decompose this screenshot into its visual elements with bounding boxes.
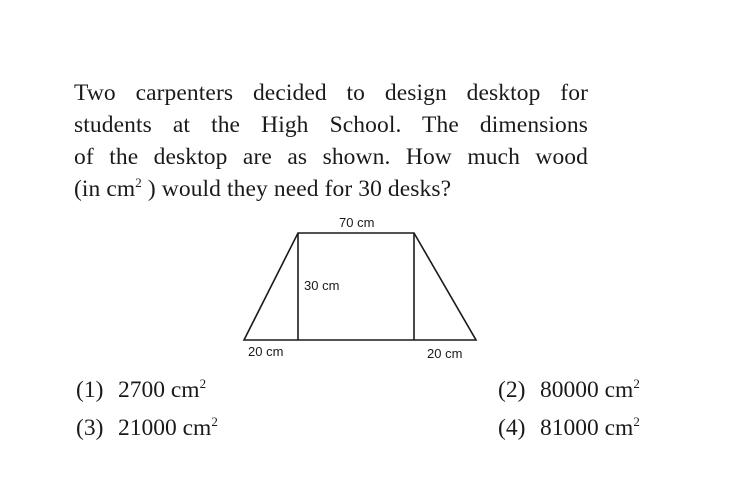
question-line-4 xyxy=(74,173,588,205)
bottom-right-dimension-label: 20 cm xyxy=(427,346,463,361)
option-3-number: (3) xyxy=(76,415,104,441)
option-3[interactable] xyxy=(76,414,218,442)
question-line-1: Two carpenters decided to design desktop for xyxy=(74,80,588,106)
option-2-number: (2) xyxy=(498,377,526,403)
bottom-left-dimension-label: 20 cm xyxy=(248,344,284,359)
option-1[interactable] xyxy=(76,376,206,404)
option-1-exponent: 2 xyxy=(199,376,207,391)
option-1-number: (1) xyxy=(76,377,104,403)
option-2-exponent: 2 xyxy=(633,376,640,391)
question-line-4-start: (in cm xyxy=(74,176,136,202)
option-2-value: 80000 cm xyxy=(540,377,634,403)
question-unit-exponent: 2 xyxy=(135,175,142,190)
question-line-2: students at the High School. The dimensions xyxy=(74,112,588,138)
trapezoid-outline xyxy=(244,233,476,340)
option-4-exponent: 2 xyxy=(633,414,640,429)
trapezoid-diagram xyxy=(230,205,490,370)
option-3-exponent: 2 xyxy=(211,414,218,429)
question-text xyxy=(74,77,588,205)
option-2[interactable] xyxy=(498,376,640,404)
option-4-value: 81000 cm xyxy=(540,415,634,441)
height-dimension-label: 30 cm xyxy=(304,278,340,293)
trapezoid-figure xyxy=(230,205,490,370)
question-line-4-end: ) would they need for 30 desks? xyxy=(141,176,452,202)
question-line-3: of the desktop are as shown. How much wood xyxy=(74,144,588,170)
option-4-number: (4) xyxy=(498,415,526,441)
option-1-value: 2700 cm xyxy=(118,377,200,403)
top-dimension-label: 70 cm xyxy=(339,215,375,230)
option-3-value: 21000 cm xyxy=(118,415,212,441)
option-4[interactable] xyxy=(498,414,640,442)
